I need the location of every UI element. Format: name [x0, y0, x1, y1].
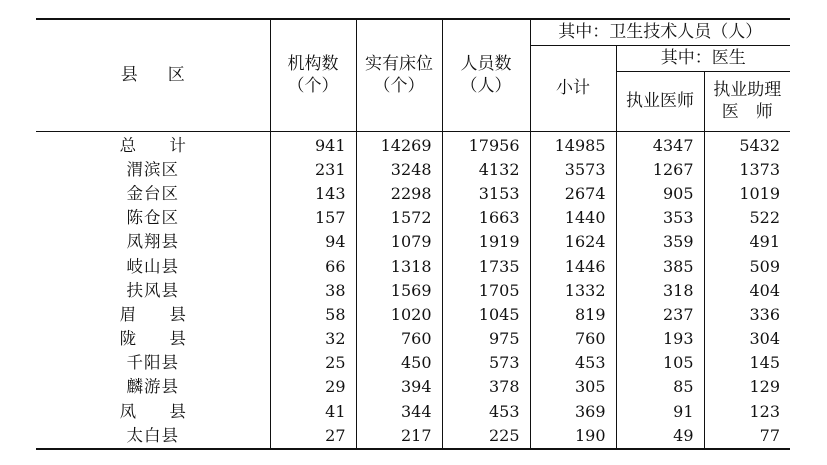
institutions-cell: 143	[270, 182, 356, 206]
assistant-cell: 404	[704, 279, 790, 303]
personnel-cell: 225	[442, 424, 530, 449]
header-institutions-label: 机构数	[287, 54, 339, 75]
institutions-cell: 157	[270, 206, 356, 230]
subtotal-cell: 2674	[530, 182, 616, 206]
assistant-cell: 491	[704, 230, 790, 254]
county-name-cell	[36, 254, 270, 278]
licensed-cell: 4347	[616, 131, 704, 158]
county-name-cell	[36, 230, 270, 254]
licensed-cell: 49	[616, 424, 704, 449]
county-name-cell	[36, 400, 270, 424]
licensed-cell: 359	[616, 230, 704, 254]
institutions-cell: 27	[270, 424, 356, 449]
county-name-cell	[36, 131, 270, 158]
personnel-cell: 1705	[442, 279, 530, 303]
table-row	[36, 279, 790, 303]
licensed-cell: 905	[616, 182, 704, 206]
table-row	[36, 303, 790, 327]
personnel-cell: 453	[442, 400, 530, 424]
subtotal-cell: 1332	[530, 279, 616, 303]
subtotal-cell: 305	[530, 375, 616, 399]
table-row	[36, 254, 790, 278]
county-name-cell	[36, 375, 270, 399]
institutions-cell: 29	[270, 375, 356, 399]
beds-cell: 217	[356, 424, 442, 449]
county-name-cell	[36, 303, 270, 327]
beds-cell: 3248	[356, 158, 442, 182]
county-name-cell	[36, 182, 270, 206]
header-personnel-label: 人员数	[460, 54, 512, 75]
header-beds-label: 实有床位	[365, 54, 433, 75]
assistant-cell: 5432	[704, 131, 790, 158]
county-name-cell	[36, 158, 270, 182]
assistant-cell: 1373	[704, 158, 790, 182]
assistant-cell: 145	[704, 351, 790, 375]
county-name-cell	[36, 279, 270, 303]
header-assistant-line2: 医 师	[721, 102, 773, 122]
county-name-cell	[36, 424, 270, 449]
table-row	[36, 158, 790, 182]
table-body	[36, 131, 790, 449]
table-row	[36, 424, 790, 449]
county-name: 扶风县	[126, 280, 179, 300]
county-name-cell	[36, 327, 270, 351]
subtotal-cell: 1446	[530, 254, 616, 278]
subtotal-cell: 1624	[530, 230, 616, 254]
county-name: 总 计	[119, 135, 200, 155]
header-institutions	[270, 19, 356, 131]
beds-cell: 450	[356, 351, 442, 375]
county-name: 凤 县	[119, 401, 200, 421]
county-name: 金台区	[126, 183, 179, 203]
licensed-cell: 353	[616, 206, 704, 230]
assistant-cell: 123	[704, 400, 790, 424]
table-row	[36, 375, 790, 399]
beds-cell: 14269	[356, 131, 442, 158]
personnel-cell: 17956	[442, 131, 530, 158]
header-health-tech: 其中：卫生技术人员（人）	[530, 19, 790, 45]
county-name: 陇 县	[119, 329, 200, 349]
header-assistant-line1: 执业助理	[713, 80, 782, 100]
assistant-cell: 129	[704, 375, 790, 399]
beds-cell: 2298	[356, 182, 442, 206]
beds-cell: 1318	[356, 254, 442, 278]
county-name: 岐山县	[126, 256, 179, 276]
header-assistant-physician	[704, 71, 790, 131]
licensed-cell: 193	[616, 327, 704, 351]
table-row	[36, 206, 790, 230]
subtotal-cell: 3573	[530, 158, 616, 182]
assistant-cell: 509	[704, 254, 790, 278]
licensed-cell: 237	[616, 303, 704, 327]
personnel-cell: 1735	[442, 254, 530, 278]
institutions-cell: 25	[270, 351, 356, 375]
header-beds-unit: （个）	[373, 76, 425, 97]
header-county-label: 县区	[120, 65, 215, 86]
beds-cell: 344	[356, 400, 442, 424]
beds-cell: 1569	[356, 279, 442, 303]
county-name: 太白县	[126, 425, 179, 445]
beds-cell: 1079	[356, 230, 442, 254]
beds-cell: 394	[356, 375, 442, 399]
subtotal-cell: 819	[530, 303, 616, 327]
subtotal-cell: 369	[530, 400, 616, 424]
assistant-cell: 304	[704, 327, 790, 351]
assistant-cell: 336	[704, 303, 790, 327]
licensed-cell: 85	[616, 375, 704, 399]
institutions-cell: 66	[270, 254, 356, 278]
institutions-cell: 58	[270, 303, 356, 327]
table-row	[36, 230, 790, 254]
table-row	[36, 351, 790, 375]
subtotal-cell: 760	[530, 327, 616, 351]
table-row	[36, 400, 790, 424]
institutions-cell: 41	[270, 400, 356, 424]
table-row-total	[36, 131, 790, 158]
header-beds	[356, 19, 442, 131]
licensed-cell: 105	[616, 351, 704, 375]
personnel-cell: 1045	[442, 303, 530, 327]
header-licensed-physician: 执业医师	[616, 71, 704, 131]
personnel-cell: 975	[442, 327, 530, 351]
county-name: 千阳县	[126, 353, 179, 373]
personnel-cell: 1663	[442, 206, 530, 230]
subtotal-cell: 190	[530, 424, 616, 449]
county-name: 凤翔县	[126, 232, 179, 252]
header-institutions-unit: （个）	[287, 76, 339, 97]
county-name: 麟游县	[126, 377, 179, 397]
institutions-cell: 941	[270, 131, 356, 158]
county-name-cell	[36, 206, 270, 230]
subtotal-cell: 453	[530, 351, 616, 375]
county-name: 陈仓区	[126, 208, 179, 228]
institutions-cell: 32	[270, 327, 356, 351]
table-row	[36, 327, 790, 351]
health-statistics-table	[36, 18, 790, 450]
licensed-cell: 91	[616, 400, 704, 424]
county-name: 渭滨区	[126, 159, 179, 179]
personnel-cell: 1919	[442, 230, 530, 254]
beds-cell: 1020	[356, 303, 442, 327]
licensed-cell: 1267	[616, 158, 704, 182]
table-row	[36, 182, 790, 206]
beds-cell: 760	[356, 327, 442, 351]
county-name-cell	[36, 351, 270, 375]
licensed-cell: 318	[616, 279, 704, 303]
header-personnel	[442, 19, 530, 131]
personnel-cell: 378	[442, 375, 530, 399]
assistant-cell: 522	[704, 206, 790, 230]
personnel-cell: 3153	[442, 182, 530, 206]
subtotal-cell: 1440	[530, 206, 616, 230]
personnel-cell: 573	[442, 351, 530, 375]
header-subtotal: 小计	[530, 45, 616, 131]
header-doctors: 其中：医生	[616, 45, 790, 71]
personnel-cell: 4132	[442, 158, 530, 182]
header-county	[36, 19, 270, 131]
header-personnel-unit: （人）	[460, 76, 512, 97]
assistant-cell: 77	[704, 424, 790, 449]
subtotal-cell: 14985	[530, 131, 616, 158]
licensed-cell: 385	[616, 254, 704, 278]
county-name: 眉 县	[119, 304, 200, 324]
assistant-cell: 1019	[704, 182, 790, 206]
beds-cell: 1572	[356, 206, 442, 230]
institutions-cell: 231	[270, 158, 356, 182]
institutions-cell: 94	[270, 230, 356, 254]
institutions-cell: 38	[270, 279, 356, 303]
